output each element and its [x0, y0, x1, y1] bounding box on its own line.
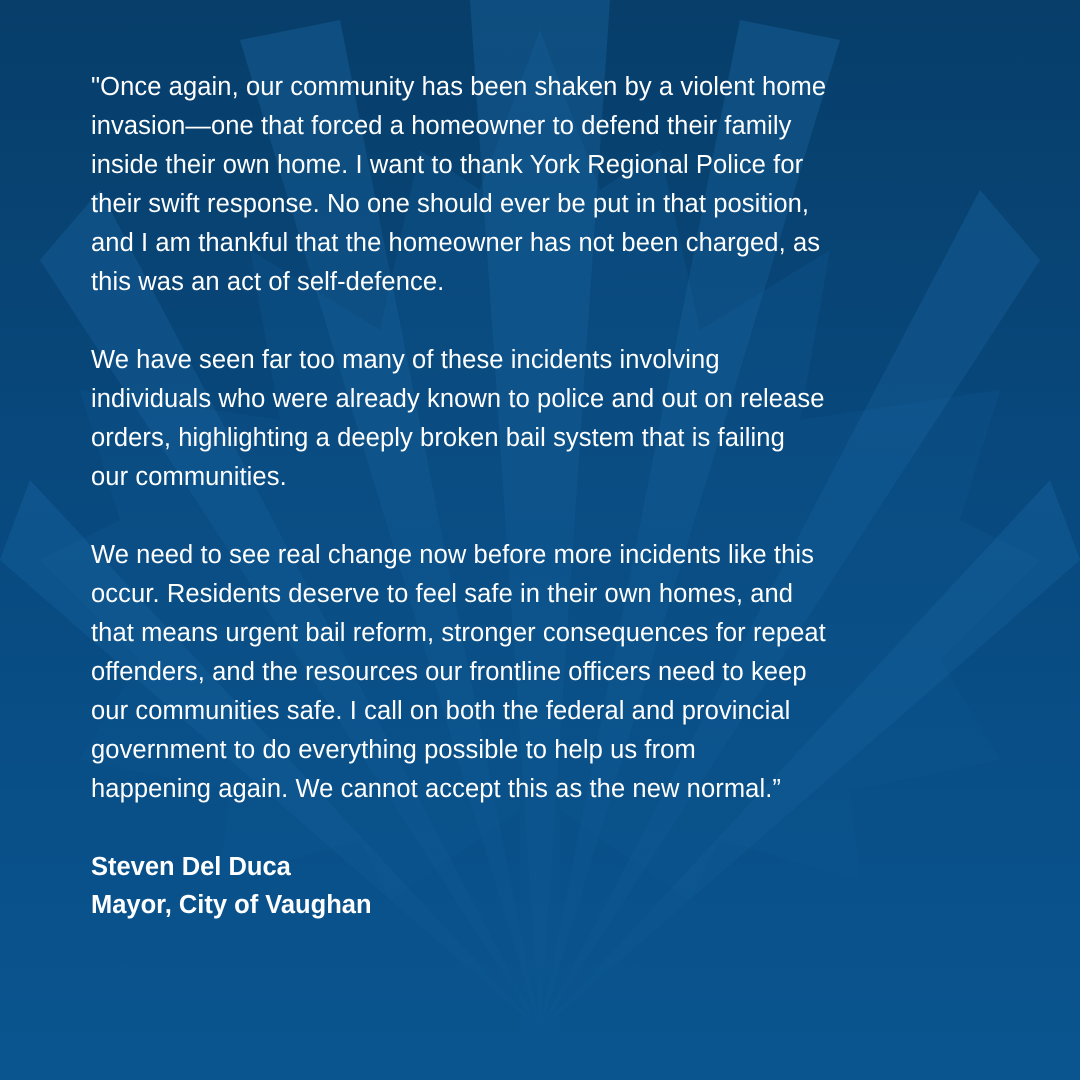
statement-line: individuals who were already known to police and out on release — [91, 385, 825, 413]
statement-line: "Once again, our community has been shaken by a violent home — [91, 73, 827, 101]
statement-paragraph-1 — [91, 68, 1011, 302]
statement-line: government to do everything possible to help us from — [91, 736, 696, 764]
signature-block — [91, 848, 1011, 924]
statement-line: invasion—one that forced a homeowner to defend their family — [91, 112, 792, 140]
statement-line: our communities. — [91, 463, 287, 491]
statement-line: their swift response. No one should ever be put in that position, — [91, 190, 810, 218]
statement-block — [91, 68, 1011, 924]
statement-paragraph-2 — [91, 341, 1011, 497]
statement-line: and I am thankful that the homeowner has not been charged, as — [91, 229, 821, 257]
statement-paragraph-3 — [91, 536, 1011, 809]
statement-line: happening again. We cannot accept this as the new normal.” — [91, 775, 782, 803]
statement-line: that means urgent bail reform, stronger consequences for repeat — [91, 619, 826, 647]
signature-name: Steven Del Duca — [91, 853, 291, 881]
signature-title: Mayor, City of Vaughan — [91, 891, 372, 919]
statement-line: offenders, and the resources our frontline officers need to keep — [91, 658, 807, 686]
statement-line: this was an act of self-defence. — [91, 268, 445, 296]
statement-line: We have seen far too many of these incidents involving — [91, 346, 720, 374]
statement-line: occur. Residents deserve to feel safe in their own homes, and — [91, 580, 794, 608]
statement-line: our communities safe. I call on both the federal and provincial — [91, 697, 791, 725]
statement-line: We need to see real change now before more incidents like this — [91, 541, 814, 569]
statement-line: inside their own home. I want to thank York Regional Police for — [91, 151, 804, 179]
statement-line: orders, highlighting a deeply broken bail system that is failing — [91, 424, 785, 452]
